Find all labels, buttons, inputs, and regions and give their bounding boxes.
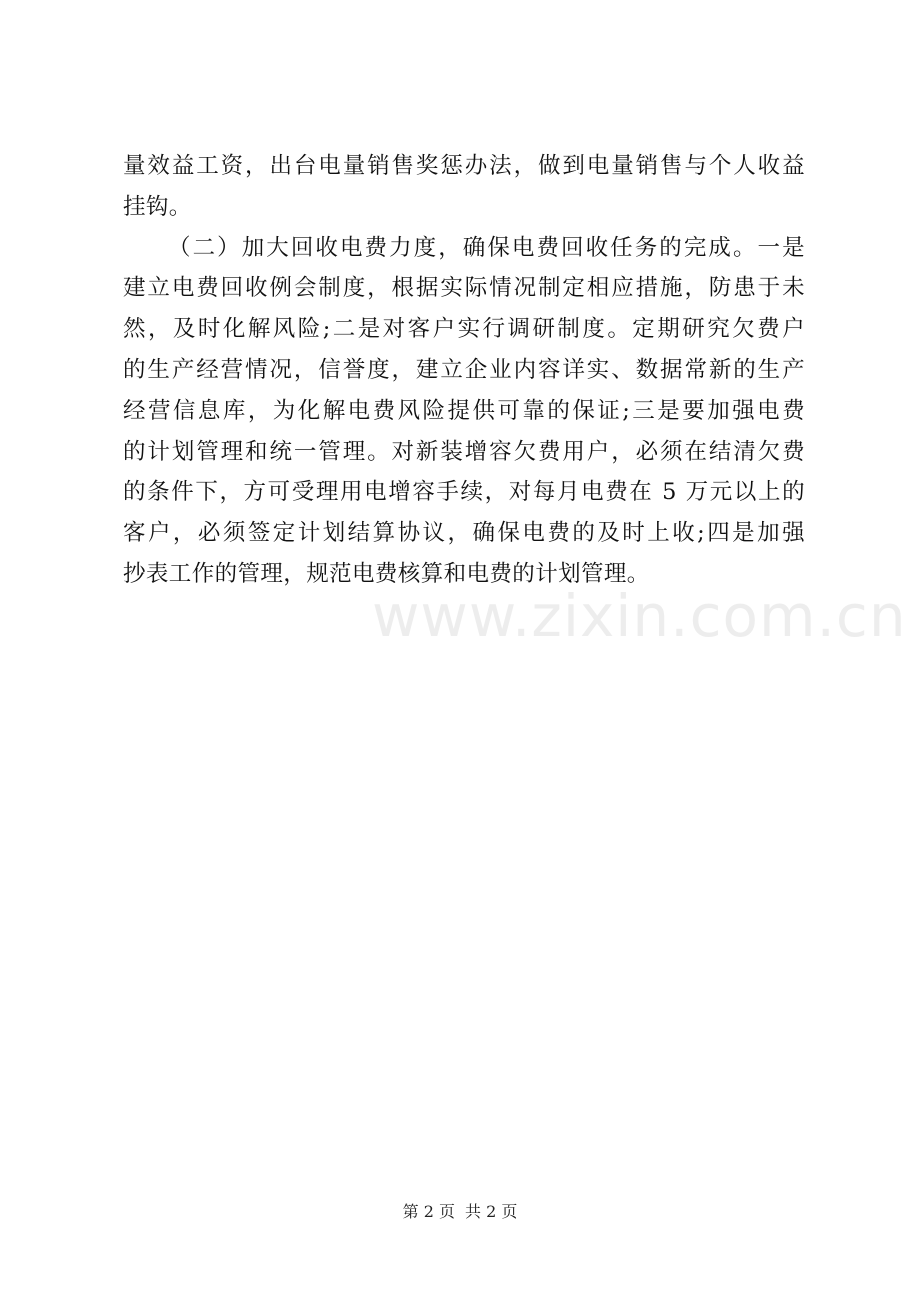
text-line: 的条件下，方可受理用电增容手续，对每月电费在 5 万元以上的	[123, 479, 805, 506]
page-footer	[0, 1199, 920, 1222]
text-line: 的计划管理和统一管理。对新装增容欠费用户，必须在结清欠费	[123, 438, 805, 465]
text-line: 挂钩。	[123, 193, 192, 220]
paragraph-1	[123, 146, 805, 228]
text-line: 量效益工资，出台电量销售奖惩办法，做到电量销售与个人收益	[123, 153, 805, 179]
document-body	[123, 146, 805, 595]
watermark: www.zixin.com.cn	[372, 582, 907, 650]
text-line: 建立电费回收例会制度，根据实际情况制定相应措施，防患于未	[123, 275, 805, 302]
text-line: 客户，必须签定计划结算协议，确保电费的及时上收;四是加强	[123, 520, 805, 547]
text-line: 经营信息库，为化解电费风险提供可靠的保证;三是要加强电费	[123, 397, 805, 424]
text-line: 的生产经营情况，信誉度，建立企业内容详实、数据常新的生产	[123, 356, 805, 383]
text-line: （二）加大回收电费力度，确保电费回收任务的完成。一是	[168, 234, 805, 261]
page-number: 第 2 页	[402, 1202, 455, 1221]
paragraph-2	[123, 228, 805, 595]
page-total: 共 2 页	[465, 1202, 518, 1221]
text-line: 抄表工作的管理，规范电费核算和电费的计划管理。	[123, 560, 650, 587]
text-line: 然，及时化解风险;二是对客户实行调研制度。定期研究欠费户	[123, 316, 805, 343]
